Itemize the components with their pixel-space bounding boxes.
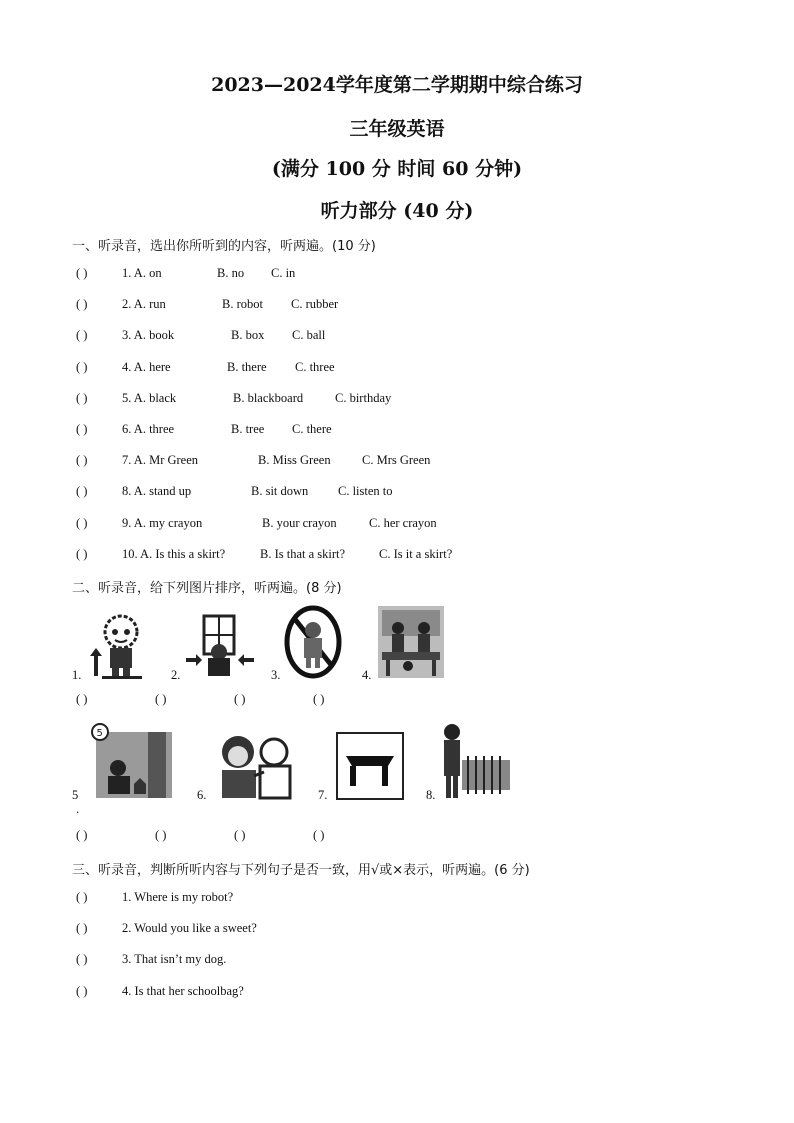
question-row <box>76 328 326 343</box>
picture-label: 4. <box>362 668 372 682</box>
question-row <box>76 266 296 281</box>
question-row <box>76 453 431 468</box>
answer-blank[interactable]: ( ) <box>76 984 88 998</box>
answer-blank[interactable]: ( ) <box>76 266 88 280</box>
section1-heading: 一、听录音，选出你所听到的内容，听两遍。(10 分) <box>72 239 376 254</box>
option-c: C. her crayon <box>369 516 437 530</box>
answer-blank[interactable]: ( ) <box>313 828 325 842</box>
exam-title: 2023—2024学年度第二学期期中综合练习 <box>211 74 583 96</box>
question-row <box>76 890 233 905</box>
answer-blank[interactable]: ( ) <box>76 921 88 935</box>
option-a: 3. A. book <box>122 328 175 342</box>
answer-blank[interactable]: ( ) <box>155 828 167 842</box>
option-b: B. robot <box>222 297 263 311</box>
option-c: C. birthday <box>335 391 392 405</box>
option-c: C. there <box>292 422 332 436</box>
exam-subtitle: 三年级英语 <box>349 118 445 140</box>
option-a: 5. A. black <box>122 391 177 405</box>
answer-blank[interactable]: ( ) <box>234 828 246 842</box>
girl-with-cat-picture <box>88 722 172 800</box>
picture-badge-text: 5 <box>96 728 103 739</box>
picture-label: 3. <box>271 668 281 682</box>
classroom-picture <box>378 606 444 678</box>
answer-blank[interactable]: ( ) <box>76 453 88 467</box>
question-row <box>76 516 437 531</box>
option-b: B. there <box>227 360 267 374</box>
option-c: C. in <box>271 266 296 280</box>
option-a: 10. A. Is this a skirt? <box>122 547 226 561</box>
score-time: (满分 100 分 时间 60 分钟) <box>271 158 523 180</box>
picture-label: 7. <box>318 788 328 802</box>
question-row <box>76 297 339 312</box>
option-c: C. listen to <box>338 484 393 498</box>
answer-blank[interactable]: ( ) <box>313 692 325 706</box>
question-row <box>76 547 453 562</box>
answer-blank[interactable]: ( ) <box>76 297 88 311</box>
boy-sitting-picture <box>184 612 256 680</box>
option-b: B. Miss Green <box>258 453 331 467</box>
option-a: 4. A. here <box>122 360 171 374</box>
question-text: 3. That isn’t my dog. <box>122 952 227 966</box>
option-c: C. ball <box>292 328 326 342</box>
option-b: B. Is that a skirt? <box>260 547 346 561</box>
question-row <box>76 921 257 936</box>
picture-label: 8. <box>426 788 436 802</box>
man-with-fence-picture <box>440 720 512 800</box>
answer-blank[interactable]: ( ) <box>76 692 88 706</box>
section2-heading: 二、听录音，给下列图片排序，听两遍。(8 分) <box>72 581 342 596</box>
two-people-talking-picture <box>212 730 296 800</box>
question-row <box>76 391 392 406</box>
section3-heading: 三、听录音，判断所听内容与下列句子是否一致，用√或×表示，听两遍。(6 分) <box>72 863 530 878</box>
option-b: B. tree <box>231 422 265 436</box>
option-b: B. no <box>217 266 245 280</box>
answer-blank[interactable]: ( ) <box>76 547 88 561</box>
option-c: C. Is it a skirt? <box>379 547 453 561</box>
question-row <box>76 360 335 375</box>
answer-blank[interactable]: ( ) <box>76 828 88 842</box>
option-c: C. rubber <box>291 297 339 311</box>
question-row <box>76 484 393 499</box>
option-a: 1. A. on <box>122 266 162 280</box>
answer-blank[interactable]: ( ) <box>76 952 88 966</box>
question-text: 2. Would you like a sweet? <box>122 921 257 935</box>
answer-blank[interactable]: ( ) <box>76 391 88 405</box>
option-a: 6. A. three <box>122 422 175 436</box>
option-c: C. three <box>295 360 335 374</box>
option-a: 8. A. stand up <box>122 484 192 498</box>
answer-blank[interactable]: ( ) <box>76 484 88 498</box>
option-b: B. your crayon <box>262 516 337 530</box>
picture-label: 5 <box>72 788 79 802</box>
answer-blank[interactable]: ( ) <box>76 422 88 436</box>
option-b: B. blackboard <box>233 391 304 405</box>
answer-blank[interactable]: ( ) <box>155 692 167 706</box>
question-row <box>76 984 244 999</box>
answer-blank[interactable]: ( ) <box>76 516 88 530</box>
question-row <box>76 422 332 437</box>
option-a: 7. A. Mr Green <box>122 453 199 467</box>
answer-blank[interactable]: ( ) <box>76 360 88 374</box>
picture-label: 6. <box>197 788 207 802</box>
question-text: 1. Where is my robot? <box>122 890 234 904</box>
option-b: B. box <box>231 328 265 342</box>
option-b: B. sit down <box>251 484 309 498</box>
picture-label: 2. <box>171 668 181 682</box>
option-c: C. Mrs Green <box>362 453 431 467</box>
part-heading: 听力部分 (40 分) <box>320 200 474 222</box>
answer-blank[interactable]: ( ) <box>76 328 88 342</box>
question-text: 4. Is that her schoolbag? <box>122 984 244 998</box>
boy-standing-picture <box>88 612 154 680</box>
picture-label: 1. <box>72 668 82 682</box>
answer-blank[interactable]: ( ) <box>234 692 246 706</box>
desk-picture <box>336 732 404 800</box>
answer-blank[interactable]: ( ) <box>76 890 88 904</box>
picture-label-dot: . <box>76 802 80 816</box>
option-a: 2. A. run <box>122 297 166 311</box>
option-a: 9. A. my crayon <box>122 516 203 530</box>
no-talking-sign-picture <box>284 604 342 680</box>
question-row <box>76 952 226 967</box>
